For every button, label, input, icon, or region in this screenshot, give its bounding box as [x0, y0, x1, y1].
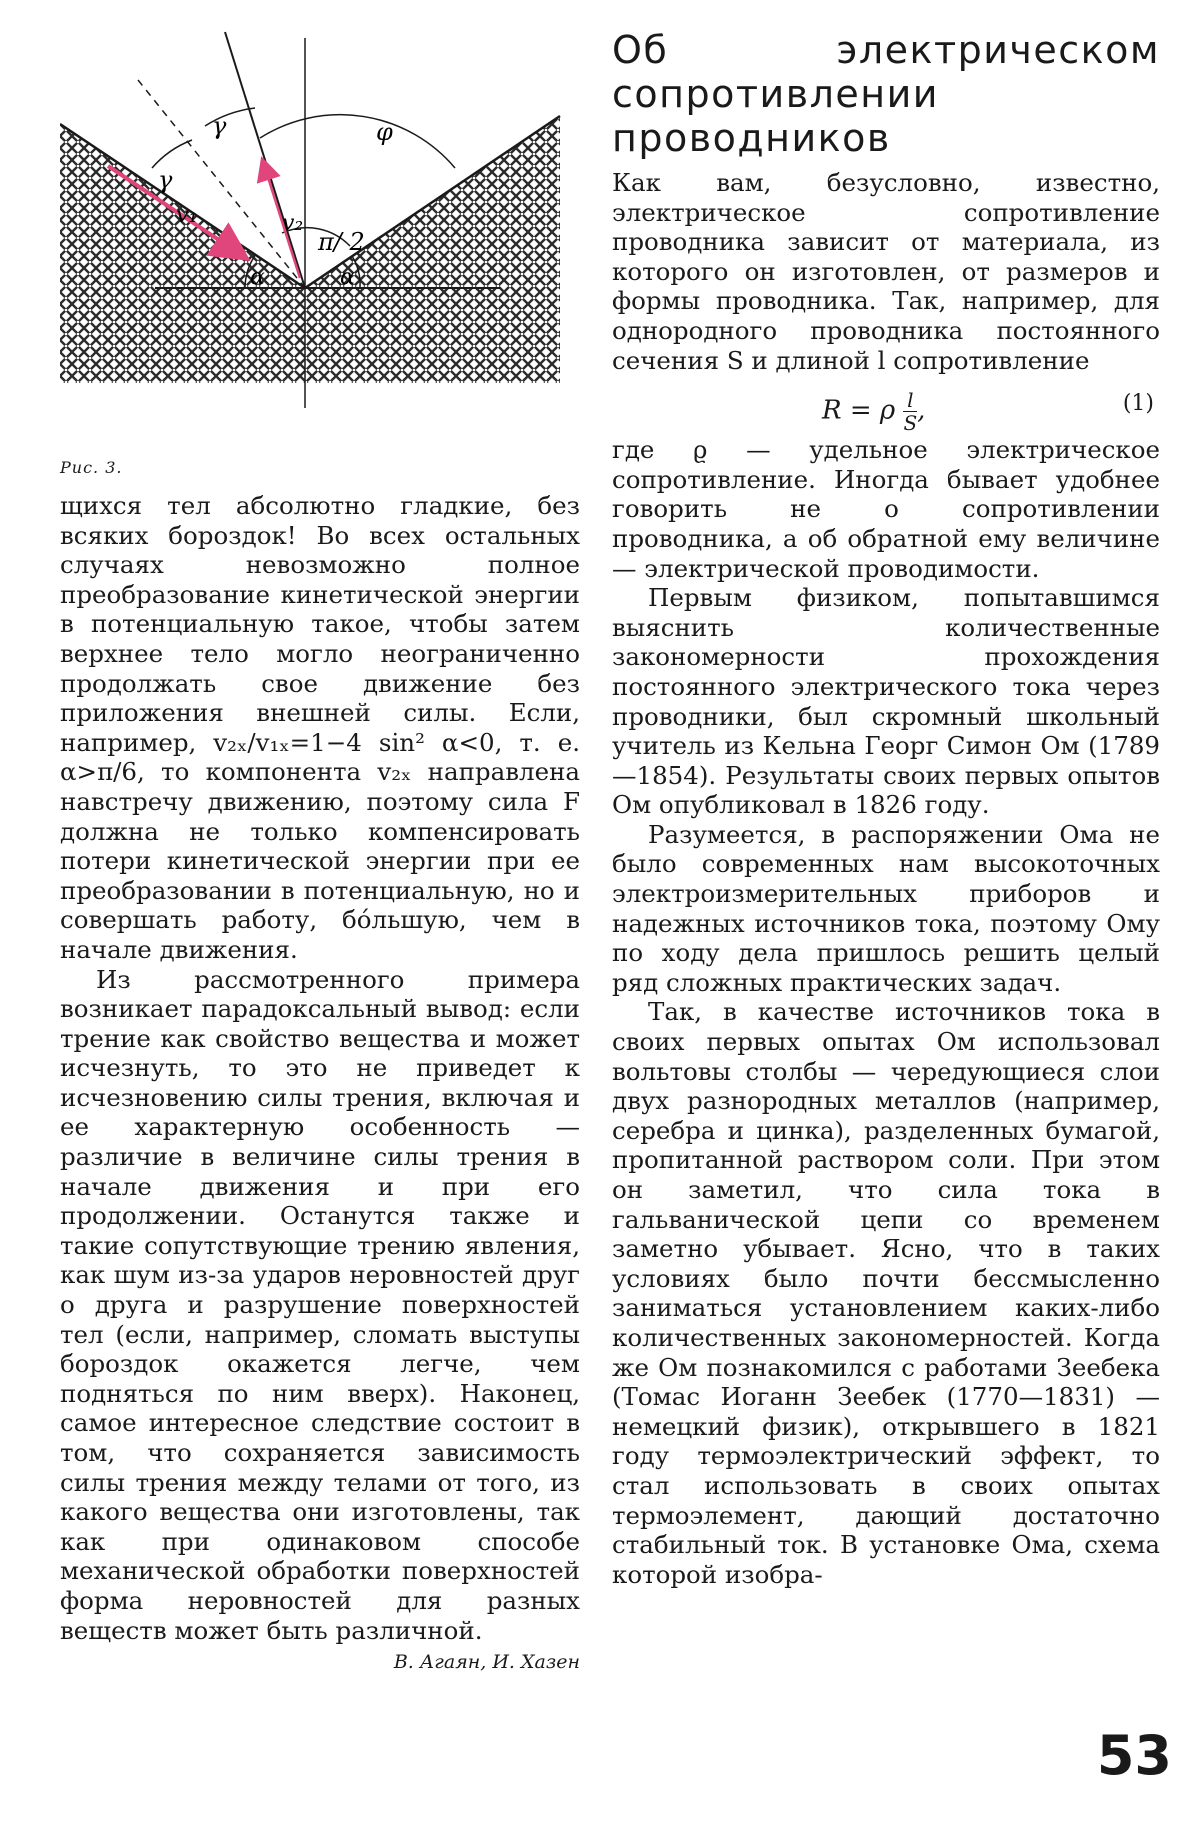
formula-1 — [612, 375, 1160, 435]
right-paragraph-4: Так, в качестве источников тока в своих первых опытах Ом использовал вольтовы столбы — чередующиеся слои двух разнородных металлов (например, серебра и цинка), разделенных бумагой, пропитанной раствором соли. При этом он заметил, что сила тока в гальванической цепи со временем заметно убывает. Ясно, что в таких условиях было почти бессмысленно заниматься установлением каких-либо количественных закономерностей. Когда же Ом познакомился с работами Зеебека (Томас Иоганн Зеебек (1770—1831) — немецкий физик), открывшего в 1821 году термоэлектрический эффект, то стал использовать в своих опытах термоэлемент, дающий достаточно стабильный ток. В установке Ома, схема которой изобра- — [612, 997, 1160, 1589]
figure-caption: Рис. 3. — [60, 458, 123, 477]
figure-diagram — [60, 28, 580, 448]
label-alpha-left: α — [250, 265, 265, 290]
right-paragraph-2: Первым физиком, попытавшимся выяснить количественные закономерности прохождения постоянного электрического тока через проводники, был скромный школьный учитель из Кельна Георг Симон Ом (1789—1854). Результаты своих первых опытов Ом опубликовал в 1826 году. — [612, 583, 1160, 820]
formula-tail: , — [917, 395, 926, 426]
left-surface — [60, 124, 305, 383]
formula-denominator: S — [903, 411, 918, 436]
formula-fraction — [903, 389, 917, 434]
author-signature: В. Агаян, И. Хазен — [393, 1651, 580, 1674]
left-paragraph-1: щихся тел абсолютно гладкие, без всяких бороздок! Во всех остальных случаях невозможно полное преобразование кинетической энергии в потенциальную такое, чтобы затем верхнее тело могло неограниченно продолжать свое движение без приложения внешней силы. Если, например, v₂ₓ/v₁ₓ=1−4 sin² α<0, т. е. α>π/6, то компонента v₂ₓ направлена навстречу движению, поэтому сила F должна не только компенсировать потери кинетической энергии при ее преобразовании в потенциальную, но и совершать работу, бóльшую, чем в начале движения. — [60, 491, 580, 964]
article-title: Об электрическом сопротивлении проводников — [612, 28, 1160, 160]
label-v2: v₂ — [282, 211, 304, 236]
label-pi-half: π/ 2 — [318, 228, 365, 256]
label-phi: φ — [376, 118, 393, 146]
right-paragraph-1: где ϱ — удельное электрическое сопротивление. Иногда бывает удобнее говорить не о сопротивлении проводника, а об обратной ему величине — электрической проводимости. — [612, 435, 1160, 583]
page-number: 53 — [1096, 1724, 1172, 1787]
intro-paragraph: Как вам, безусловно, известно, электрическое сопротивление проводника зависит от материала, из которого он изготовлен, от размеров и формы проводника. Так, например, для однородного проводника постоянного сечения S и длиной l сопротивление — [612, 168, 1160, 375]
right-paragraph-3: Разумеется, в распоряжении Ома не было современных нам высокоточных электроизмерительных приборов и надежных источников тока, поэтому Ому по ходу дела пришлось решить целый ряд сложных практических задач. — [612, 819, 1160, 997]
formula-lhs: R = ρ — [822, 395, 896, 426]
label-gamma-upper: γ — [212, 112, 227, 140]
right-column — [612, 28, 1160, 1589]
left-paragraph-2: Из рассмотренного примера возникает парадоксальный вывод: если трение как свойство вещества и может исчезнуть, то это не приведет к исчезновению силы трения, включая и ее характерную особенность — различие в величине силы трения в начале движения и при его продолжении. Останутся также и такие сопутствующие трению явления, как шум из-за ударов неровностей друг о друга и разрушение поверхностей тел (если, например, сломать выступы бороздок окажется легче, чем подняться по ним вверх). Наконец, самое интересное следствие состоит в том, что сохраняется зависимость силы трения между телами от того, из какого вещества они изготовлены, так как при одинаковом способе механической обработки поверхностей форма неровностей для разных веществ может быть различной. — [60, 964, 580, 1645]
formula-number: (1) — [1122, 391, 1154, 417]
label-alpha-right: α — [340, 265, 355, 290]
figure-3 — [60, 28, 580, 448]
label-gamma-lower: γ — [158, 166, 173, 194]
label-v1: v₁ — [176, 203, 198, 228]
left-column — [60, 28, 580, 1673]
formula-numerator: l — [907, 388, 914, 413]
